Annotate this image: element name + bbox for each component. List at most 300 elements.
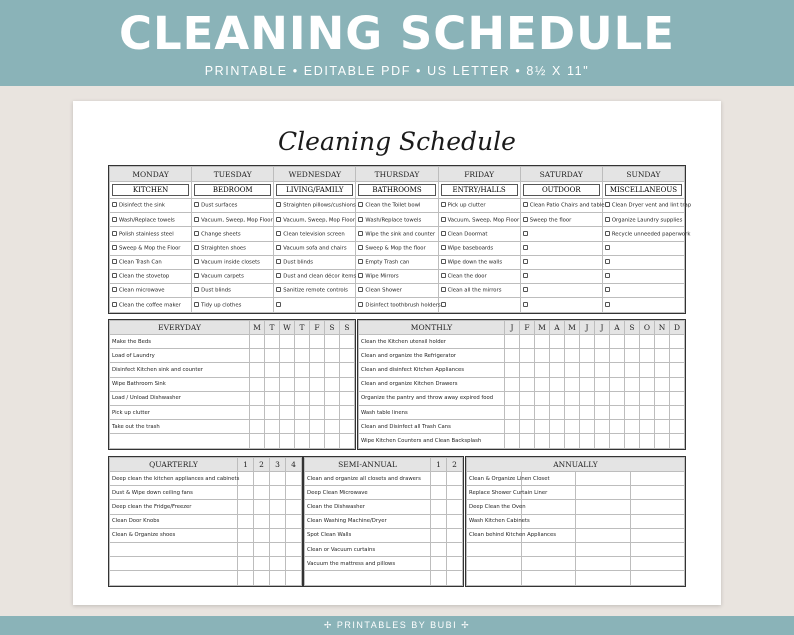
- checkbox[interactable]: [194, 273, 199, 278]
- day-header: WEDNESDAY: [274, 167, 356, 182]
- check-cell[interactable]: [565, 434, 580, 448]
- check-cell[interactable]: [535, 434, 550, 448]
- check-cell[interactable]: [655, 434, 670, 448]
- checkbox[interactable]: [358, 245, 363, 250]
- check-cell[interactable]: [550, 405, 565, 419]
- checkbox[interactable]: [605, 302, 610, 307]
- check-cell[interactable]: [550, 335, 565, 349]
- check-cell[interactable]: [270, 528, 286, 542]
- check-cell[interactable]: [640, 434, 655, 448]
- check-cell[interactable]: [286, 571, 302, 585]
- checkbox[interactable]: [358, 302, 363, 307]
- check-cell[interactable]: [520, 391, 535, 405]
- check-cell[interactable]: [521, 542, 576, 556]
- checkbox[interactable]: [523, 217, 528, 222]
- checkbox[interactable]: [523, 245, 528, 250]
- check-cell[interactable]: [280, 420, 295, 434]
- check-cell[interactable]: [270, 514, 286, 528]
- check-cell[interactable]: [610, 377, 625, 391]
- check-cell[interactable]: [447, 557, 463, 571]
- check-cell[interactable]: [670, 363, 685, 377]
- check-cell[interactable]: [250, 349, 265, 363]
- check-cell[interactable]: [505, 434, 520, 448]
- check-cell[interactable]: [630, 472, 685, 486]
- check-cell[interactable]: [630, 571, 685, 585]
- check-cell[interactable]: [431, 514, 447, 528]
- check-cell[interactable]: [576, 542, 631, 556]
- check-cell[interactable]: [310, 420, 325, 434]
- check-cell[interactable]: [447, 500, 463, 514]
- check-cell[interactable]: [325, 420, 340, 434]
- check-cell[interactable]: [625, 363, 640, 377]
- quarterly-row: [110, 571, 302, 585]
- task-label: Clean the coffee maker: [119, 302, 181, 309]
- checkbox[interactable]: [441, 273, 446, 278]
- check-cell[interactable]: [310, 377, 325, 391]
- check-cell[interactable]: [295, 391, 310, 405]
- check-cell[interactable]: [340, 391, 355, 405]
- checkbox[interactable]: [194, 259, 199, 264]
- weekly-task: [192, 255, 274, 269]
- checkbox[interactable]: [605, 245, 610, 250]
- check-cell[interactable]: [550, 434, 565, 448]
- check-cell[interactable]: [670, 434, 685, 448]
- check-cell[interactable]: [431, 542, 447, 556]
- check-cell[interactable]: [310, 335, 325, 349]
- check-cell[interactable]: [265, 377, 280, 391]
- check-cell[interactable]: [610, 349, 625, 363]
- checkbox[interactable]: [194, 287, 199, 292]
- check-cell[interactable]: [250, 434, 265, 448]
- check-cell[interactable]: [505, 420, 520, 434]
- check-cell[interactable]: [254, 486, 270, 500]
- check-cell[interactable]: [254, 557, 270, 571]
- check-cell[interactable]: [655, 335, 670, 349]
- check-cell[interactable]: [535, 420, 550, 434]
- check-cell[interactable]: [576, 486, 631, 500]
- check-cell[interactable]: [625, 349, 640, 363]
- checkbox[interactable]: [276, 302, 281, 307]
- checkbox[interactable]: [194, 245, 199, 250]
- task-label: Disinfect the sink: [119, 202, 165, 209]
- check-cell[interactable]: [250, 363, 265, 377]
- check-cell[interactable]: [610, 405, 625, 419]
- checkbox[interactable]: [276, 231, 281, 236]
- check-cell[interactable]: [670, 335, 685, 349]
- check-cell[interactable]: [325, 391, 340, 405]
- check-cell[interactable]: [286, 500, 302, 514]
- check-cell[interactable]: [576, 514, 631, 528]
- check-cell[interactable]: [535, 363, 550, 377]
- check-cell[interactable]: [630, 542, 685, 556]
- check-cell[interactable]: [265, 420, 280, 434]
- check-cell[interactable]: [325, 363, 340, 377]
- checkbox[interactable]: [358, 217, 363, 222]
- check-cell[interactable]: [625, 420, 640, 434]
- check-cell[interactable]: [238, 514, 254, 528]
- check-cell[interactable]: [340, 420, 355, 434]
- checkbox[interactable]: [605, 287, 610, 292]
- checkbox[interactable]: [194, 231, 199, 236]
- task-label: Clean and organize all closets and drawers: [305, 472, 431, 486]
- check-cell[interactable]: [550, 391, 565, 405]
- checkbox[interactable]: [276, 273, 281, 278]
- check-cell[interactable]: [295, 434, 310, 448]
- check-cell[interactable]: [295, 405, 310, 419]
- checkbox[interactable]: [441, 259, 446, 264]
- check-cell[interactable]: [535, 391, 550, 405]
- check-cell[interactable]: [580, 335, 595, 349]
- check-cell[interactable]: [254, 472, 270, 486]
- check-cell[interactable]: [595, 420, 610, 434]
- semiannual-row: [305, 557, 463, 571]
- check-cell[interactable]: [550, 420, 565, 434]
- check-cell[interactable]: [565, 405, 580, 419]
- check-cell[interactable]: [550, 377, 565, 391]
- check-cell[interactable]: [595, 363, 610, 377]
- check-cell[interactable]: [670, 391, 685, 405]
- checkbox[interactable]: [441, 217, 446, 222]
- checkbox[interactable]: [605, 273, 610, 278]
- checkbox[interactable]: [441, 231, 446, 236]
- check-cell[interactable]: [270, 486, 286, 500]
- check-cell[interactable]: [595, 377, 610, 391]
- check-cell[interactable]: [630, 486, 685, 500]
- check-cell[interactable]: [250, 391, 265, 405]
- checkbox[interactable]: [358, 287, 363, 292]
- check-cell[interactable]: [250, 377, 265, 391]
- check-cell[interactable]: [595, 434, 610, 448]
- check-cell[interactable]: [431, 500, 447, 514]
- check-cell[interactable]: [340, 349, 355, 363]
- checkbox[interactable]: [441, 202, 446, 207]
- check-cell[interactable]: [265, 434, 280, 448]
- checkbox[interactable]: [276, 287, 281, 292]
- checkbox[interactable]: [276, 245, 281, 250]
- check-cell[interactable]: [280, 434, 295, 448]
- check-cell[interactable]: [580, 363, 595, 377]
- room-cell: [438, 182, 520, 199]
- check-cell[interactable]: [265, 335, 280, 349]
- check-cell[interactable]: [565, 377, 580, 391]
- check-cell[interactable]: [431, 528, 447, 542]
- check-cell[interactable]: [431, 472, 447, 486]
- check-cell[interactable]: [238, 557, 254, 571]
- task-label: Vacuum sofa and chairs: [283, 245, 347, 252]
- check-cell[interactable]: [270, 571, 286, 585]
- checkbox[interactable]: [194, 302, 199, 307]
- check-cell[interactable]: [431, 486, 447, 500]
- check-cell[interactable]: [670, 420, 685, 434]
- check-cell[interactable]: [565, 335, 580, 349]
- check-cell[interactable]: [295, 335, 310, 349]
- check-cell[interactable]: [595, 405, 610, 419]
- checkbox[interactable]: [523, 302, 528, 307]
- check-cell[interactable]: [520, 377, 535, 391]
- check-cell[interactable]: [550, 349, 565, 363]
- check-cell[interactable]: [325, 335, 340, 349]
- checkbox[interactable]: [523, 273, 528, 278]
- check-cell[interactable]: [610, 420, 625, 434]
- check-cell[interactable]: [447, 486, 463, 500]
- check-cell[interactable]: [640, 363, 655, 377]
- check-cell[interactable]: [254, 542, 270, 556]
- check-cell[interactable]: [265, 363, 280, 377]
- check-cell[interactable]: [310, 434, 325, 448]
- check-cell[interactable]: [310, 405, 325, 419]
- checkbox[interactable]: [112, 202, 117, 207]
- check-cell[interactable]: [286, 514, 302, 528]
- check-cell[interactable]: [595, 335, 610, 349]
- check-cell[interactable]: [580, 434, 595, 448]
- check-cell[interactable]: [625, 434, 640, 448]
- weekly-task: [274, 255, 356, 269]
- check-cell[interactable]: [286, 542, 302, 556]
- check-cell[interactable]: [447, 472, 463, 486]
- check-cell[interactable]: [521, 500, 576, 514]
- checkbox[interactable]: [605, 259, 610, 264]
- check-cell[interactable]: [640, 335, 655, 349]
- check-cell[interactable]: [250, 335, 265, 349]
- check-cell[interactable]: [595, 349, 610, 363]
- check-cell[interactable]: [610, 434, 625, 448]
- check-cell[interactable]: [520, 420, 535, 434]
- check-cell[interactable]: [505, 363, 520, 377]
- check-cell[interactable]: [325, 405, 340, 419]
- checkbox[interactable]: [276, 217, 281, 222]
- check-cell[interactable]: [655, 363, 670, 377]
- checkbox[interactable]: [358, 231, 363, 236]
- check-cell[interactable]: [447, 528, 463, 542]
- check-cell[interactable]: [265, 405, 280, 419]
- checkbox[interactable]: [523, 202, 528, 207]
- check-cell[interactable]: [270, 557, 286, 571]
- check-cell[interactable]: [535, 405, 550, 419]
- check-cell[interactable]: [640, 391, 655, 405]
- check-cell[interactable]: [520, 434, 535, 448]
- checkbox[interactable]: [358, 259, 363, 264]
- checkbox[interactable]: [358, 273, 363, 278]
- check-cell[interactable]: [580, 377, 595, 391]
- check-cell[interactable]: [640, 349, 655, 363]
- check-cell[interactable]: [295, 349, 310, 363]
- check-cell[interactable]: [286, 486, 302, 500]
- check-cell[interactable]: [325, 349, 340, 363]
- check-cell[interactable]: [310, 349, 325, 363]
- check-cell[interactable]: [521, 557, 576, 571]
- check-cell[interactable]: [655, 391, 670, 405]
- task-label: Clean Trash Can: [119, 259, 162, 266]
- check-cell[interactable]: [565, 363, 580, 377]
- check-cell[interactable]: [655, 405, 670, 419]
- check-cell[interactable]: [280, 335, 295, 349]
- check-cell[interactable]: [565, 349, 580, 363]
- check-cell[interactable]: [520, 363, 535, 377]
- check-cell[interactable]: [576, 500, 631, 514]
- check-cell[interactable]: [670, 405, 685, 419]
- check-cell[interactable]: [505, 377, 520, 391]
- check-cell[interactable]: [630, 500, 685, 514]
- check-cell[interactable]: [505, 405, 520, 419]
- monthly-row: [359, 405, 685, 419]
- checkbox[interactable]: [523, 259, 528, 264]
- check-cell[interactable]: [580, 391, 595, 405]
- check-cell[interactable]: [280, 363, 295, 377]
- check-cell[interactable]: [238, 542, 254, 556]
- check-cell[interactable]: [655, 420, 670, 434]
- check-cell[interactable]: [254, 500, 270, 514]
- weekly-task: [438, 284, 520, 298]
- check-cell[interactable]: [340, 363, 355, 377]
- check-cell[interactable]: [250, 420, 265, 434]
- check-cell[interactable]: [238, 528, 254, 542]
- check-cell[interactable]: [625, 405, 640, 419]
- check-cell[interactable]: [625, 335, 640, 349]
- check-cell[interactable]: [610, 363, 625, 377]
- checkbox[interactable]: [112, 259, 117, 264]
- check-cell[interactable]: [655, 349, 670, 363]
- check-cell[interactable]: [340, 434, 355, 448]
- check-cell[interactable]: [580, 349, 595, 363]
- check-cell[interactable]: [630, 528, 685, 542]
- checkbox[interactable]: [605, 202, 610, 207]
- weekly-task: [356, 227, 438, 241]
- check-cell[interactable]: [250, 405, 265, 419]
- check-cell[interactable]: [670, 377, 685, 391]
- checkbox[interactable]: [441, 302, 446, 307]
- check-cell[interactable]: [447, 571, 463, 585]
- checkbox[interactable]: [605, 217, 610, 222]
- check-cell[interactable]: [520, 335, 535, 349]
- checkbox[interactable]: [112, 245, 117, 250]
- checkbox[interactable]: [112, 287, 117, 292]
- checkbox[interactable]: [112, 231, 117, 236]
- check-cell[interactable]: [550, 363, 565, 377]
- check-cell[interactable]: [447, 542, 463, 556]
- check-cell[interactable]: [340, 335, 355, 349]
- check-cell[interactable]: [270, 472, 286, 486]
- check-cell[interactable]: [640, 420, 655, 434]
- check-cell[interactable]: [520, 405, 535, 419]
- weekly-row: [110, 227, 685, 241]
- everyday-table: [109, 320, 355, 449]
- checkbox[interactable]: [276, 259, 281, 264]
- weekly-task: [520, 255, 602, 269]
- task-label: Replace Shower Curtain Liner: [467, 486, 522, 500]
- check-cell[interactable]: [254, 528, 270, 542]
- check-cell[interactable]: [280, 405, 295, 419]
- check-cell[interactable]: [576, 571, 631, 585]
- check-cell[interactable]: [655, 377, 670, 391]
- check-cell[interactable]: [270, 500, 286, 514]
- check-cell[interactable]: [280, 349, 295, 363]
- checkbox[interactable]: [112, 217, 117, 222]
- check-cell[interactable]: [286, 472, 302, 486]
- check-cell[interactable]: [565, 420, 580, 434]
- check-cell[interactable]: [431, 557, 447, 571]
- check-cell[interactable]: [238, 500, 254, 514]
- check-cell[interactable]: [535, 377, 550, 391]
- check-cell[interactable]: [630, 557, 685, 571]
- check-cell[interactable]: [254, 571, 270, 585]
- check-cell[interactable]: [670, 349, 685, 363]
- check-cell[interactable]: [505, 349, 520, 363]
- check-cell[interactable]: [286, 528, 302, 542]
- check-cell[interactable]: [265, 391, 280, 405]
- task-label: Wipe baseboards: [447, 245, 494, 252]
- check-cell[interactable]: [447, 514, 463, 528]
- check-cell[interactable]: [640, 377, 655, 391]
- check-cell[interactable]: [580, 405, 595, 419]
- check-cell[interactable]: [576, 528, 631, 542]
- checkbox[interactable]: [194, 217, 199, 222]
- checkbox[interactable]: [276, 202, 281, 207]
- check-cell[interactable]: [595, 391, 610, 405]
- check-cell[interactable]: [576, 472, 631, 486]
- check-cell[interactable]: [295, 377, 310, 391]
- check-cell[interactable]: [325, 377, 340, 391]
- check-cell[interactable]: [431, 571, 447, 585]
- check-cell[interactable]: [310, 363, 325, 377]
- task-label: Clean all the mirrors: [447, 287, 502, 294]
- checkbox[interactable]: [112, 302, 117, 307]
- check-cell[interactable]: [340, 377, 355, 391]
- check-cell[interactable]: [254, 514, 270, 528]
- checkbox[interactable]: [441, 287, 446, 292]
- checkbox[interactable]: [358, 202, 363, 207]
- check-cell[interactable]: [238, 472, 254, 486]
- check-cell[interactable]: [505, 391, 520, 405]
- checkbox[interactable]: [441, 245, 446, 250]
- monthly-title: MONTHLY: [359, 321, 505, 335]
- check-cell[interactable]: [535, 349, 550, 363]
- check-cell[interactable]: [625, 377, 640, 391]
- check-cell[interactable]: [625, 391, 640, 405]
- check-cell[interactable]: [630, 514, 685, 528]
- check-cell[interactable]: [295, 420, 310, 434]
- weekly-task: [602, 298, 684, 312]
- check-cell[interactable]: [265, 349, 280, 363]
- check-cell[interactable]: [535, 335, 550, 349]
- checkbox[interactable]: [523, 287, 528, 292]
- check-cell[interactable]: [295, 363, 310, 377]
- check-cell[interactable]: [520, 349, 535, 363]
- check-cell[interactable]: [576, 557, 631, 571]
- check-cell[interactable]: [580, 420, 595, 434]
- check-cell[interactable]: [310, 391, 325, 405]
- check-cell[interactable]: [238, 571, 254, 585]
- check-cell[interactable]: [565, 391, 580, 405]
- day-header: SUNDAY: [602, 167, 684, 182]
- check-cell[interactable]: [238, 486, 254, 500]
- checkbox[interactable]: [523, 231, 528, 236]
- check-cell[interactable]: [521, 571, 576, 585]
- checkbox[interactable]: [605, 231, 610, 236]
- checkbox[interactable]: [112, 273, 117, 278]
- check-cell[interactable]: [640, 405, 655, 419]
- check-cell[interactable]: [286, 557, 302, 571]
- check-cell[interactable]: [610, 391, 625, 405]
- check-cell[interactable]: [325, 434, 340, 448]
- checkbox[interactable]: [194, 202, 199, 207]
- weekly-task: [602, 241, 684, 255]
- check-cell[interactable]: [280, 391, 295, 405]
- check-cell[interactable]: [610, 335, 625, 349]
- check-cell[interactable]: [270, 542, 286, 556]
- check-cell[interactable]: [505, 335, 520, 349]
- check-cell[interactable]: [280, 377, 295, 391]
- check-cell[interactable]: [340, 405, 355, 419]
